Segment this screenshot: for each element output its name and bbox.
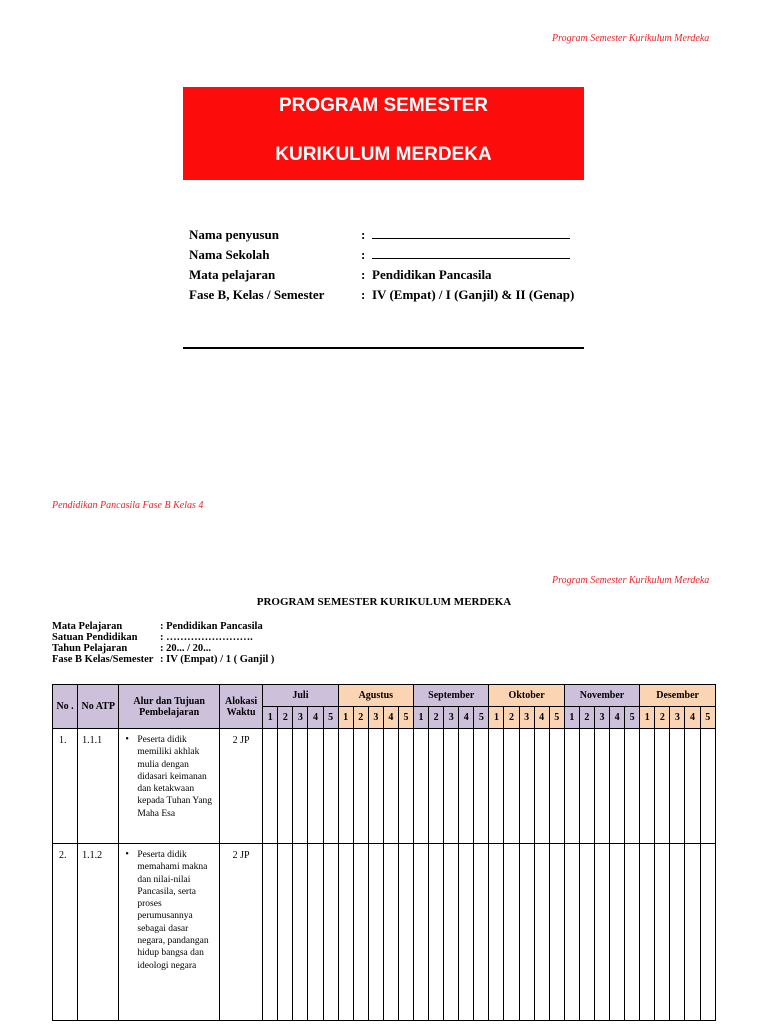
week-cell[interactable] <box>323 729 338 844</box>
row-alokasi: 2 JP <box>219 729 262 844</box>
month-header: Oktober <box>489 685 564 707</box>
week-header: 5 <box>398 707 413 729</box>
week-cell[interactable] <box>263 844 278 1021</box>
meta-label: Tahun Pelajaran <box>52 643 128 654</box>
week-cell[interactable] <box>564 729 579 844</box>
week-cell[interactable] <box>594 729 609 844</box>
field-label: Mata pelajaran <box>189 267 276 282</box>
week-cell[interactable] <box>655 729 670 844</box>
meta-value: : ……………………. <box>160 632 253 643</box>
month-header: Agustus <box>338 685 413 707</box>
week-header: 1 <box>640 707 655 729</box>
col-header-alur: Alur dan Tujuan Pembelajaran <box>119 685 220 729</box>
week-cell[interactable] <box>263 729 278 844</box>
table-row <box>53 844 716 1021</box>
week-header: 5 <box>474 707 489 729</box>
month-header: Juli <box>263 685 338 707</box>
field-label: Fase B, Kelas / Semester <box>189 287 325 302</box>
week-cell[interactable] <box>610 844 625 1021</box>
week-cell[interactable] <box>368 844 383 1021</box>
week-cell[interactable] <box>278 844 293 1021</box>
week-cell[interactable] <box>655 844 670 1021</box>
col-header-no: No . <box>53 685 78 729</box>
week-header: 4 <box>610 707 625 729</box>
month-header: Desember <box>640 685 716 707</box>
week-header: 1 <box>414 707 429 729</box>
table-row <box>53 729 716 844</box>
week-cell[interactable] <box>519 844 534 1021</box>
field-blank-line[interactable] <box>372 227 570 243</box>
program-semester-table <box>52 684 716 1021</box>
week-header: 3 <box>594 707 609 729</box>
week-cell[interactable] <box>640 844 655 1021</box>
divider-line <box>183 347 584 349</box>
header-right-page2: Program Semester Kurikulum Merdeka <box>552 575 710 586</box>
week-header: 4 <box>685 707 700 729</box>
row-tujuan <box>119 729 220 844</box>
field-value: Pendidikan Pancasila <box>372 267 492 282</box>
week-cell[interactable] <box>338 729 353 844</box>
week-header: 5 <box>625 707 640 729</box>
week-cell[interactable] <box>398 844 413 1021</box>
week-cell[interactable] <box>444 844 459 1021</box>
field-colon: : <box>361 287 366 302</box>
week-header: 4 <box>459 707 474 729</box>
field-colon: : <box>361 247 366 262</box>
week-cell[interactable] <box>534 844 549 1021</box>
week-header: 2 <box>655 707 670 729</box>
banner-line1: PROGRAM SEMESTER <box>278 95 489 116</box>
week-cell[interactable] <box>293 844 308 1021</box>
week-cell[interactable] <box>670 844 685 1021</box>
week-header: 1 <box>263 707 278 729</box>
field-label: Nama Sekolah <box>189 247 270 262</box>
week-cell[interactable] <box>383 844 398 1021</box>
week-cell[interactable] <box>625 844 640 1021</box>
week-cell[interactable] <box>444 729 459 844</box>
week-header: 2 <box>429 707 444 729</box>
week-cell[interactable] <box>685 729 700 844</box>
row-tujuan-text: • Peserta didik memahami makna dan nilai-nilai Pancasila, serta proses perumusannya sebagai dasar negara, pandangan hidup bangsa dan ideologi negara <box>125 849 216 972</box>
week-cell[interactable] <box>323 844 338 1021</box>
banner-line2: KURIKULUM MERDEKA <box>275 144 492 165</box>
week-cell[interactable] <box>685 844 700 1021</box>
week-cell[interactable] <box>504 844 519 1021</box>
week-cell[interactable] <box>398 729 413 844</box>
footer-left-page1: Pendidikan Pancasila Fase B Kelas 4 <box>52 500 204 511</box>
week-cell[interactable] <box>459 729 474 844</box>
meta-label: Fase B Kelas/Semester <box>52 654 154 665</box>
week-header: 3 <box>368 707 383 729</box>
week-header: 2 <box>504 707 519 729</box>
week-cell[interactable] <box>278 729 293 844</box>
week-cell[interactable] <box>383 729 398 844</box>
field-label: Nama penyusun <box>189 227 279 242</box>
week-cell[interactable] <box>564 844 579 1021</box>
field-colon: : <box>361 267 366 282</box>
header-right-page1: Program Semester Kurikulum Merdeka <box>552 33 710 44</box>
month-header: September <box>414 685 489 707</box>
col-header-no-atp: No ATP <box>78 685 119 729</box>
week-cell[interactable] <box>610 729 625 844</box>
week-cell[interactable] <box>700 729 715 844</box>
week-cell[interactable] <box>504 729 519 844</box>
col-header-alokasi: Alokasi Waktu <box>219 685 262 729</box>
week-cell[interactable] <box>489 844 504 1021</box>
week-cell[interactable] <box>414 844 429 1021</box>
week-header: 1 <box>338 707 353 729</box>
week-cell[interactable] <box>308 844 323 1021</box>
week-cell[interactable] <box>670 729 685 844</box>
week-cell[interactable] <box>579 844 594 1021</box>
week-header: 5 <box>323 707 338 729</box>
month-header: November <box>564 685 639 707</box>
week-cell[interactable] <box>594 844 609 1021</box>
week-cell[interactable] <box>625 729 640 844</box>
week-cell[interactable] <box>549 844 564 1021</box>
week-cell[interactable] <box>640 729 655 844</box>
meta-label: Mata Pelajaran <box>52 621 123 632</box>
row-tujuan-text: • Peserta didik memiliki akhlak mulia dengan didasari keimanan dan ketakwaan kepada Tuhan Yang Maha Esa <box>125 734 216 820</box>
week-header: 4 <box>383 707 398 729</box>
week-header: 3 <box>444 707 459 729</box>
week-header: 2 <box>278 707 293 729</box>
week-header: 4 <box>534 707 549 729</box>
meta-value: : Pendidikan Pancasila <box>160 621 263 632</box>
row-atp: 1.1.2 <box>78 844 119 1021</box>
week-cell[interactable] <box>429 844 444 1021</box>
week-cell[interactable] <box>474 844 489 1021</box>
week-header: 3 <box>519 707 534 729</box>
week-cell[interactable] <box>549 729 564 844</box>
row-atp: 1.1.1 <box>78 729 119 844</box>
week-cell[interactable] <box>293 729 308 844</box>
week-cell[interactable] <box>353 729 368 844</box>
week-cell[interactable] <box>474 729 489 844</box>
week-cell[interactable] <box>414 729 429 844</box>
week-cell[interactable] <box>534 729 549 844</box>
week-cell[interactable] <box>368 729 383 844</box>
meta-label: Satuan Pendidikan <box>52 632 138 643</box>
week-header: 3 <box>670 707 685 729</box>
week-header: 1 <box>489 707 504 729</box>
week-cell[interactable] <box>353 844 368 1021</box>
page2-title: PROGRAM SEMESTER KURIKULUM MERDEKA <box>256 596 512 608</box>
week-cell[interactable] <box>459 844 474 1021</box>
field-colon: : <box>361 227 366 242</box>
title-banner <box>183 87 584 180</box>
week-header: 1 <box>564 707 579 729</box>
week-header: 4 <box>308 707 323 729</box>
week-header: 3 <box>293 707 308 729</box>
week-cell[interactable] <box>338 844 353 1021</box>
week-header: 5 <box>700 707 715 729</box>
week-cell[interactable] <box>700 844 715 1021</box>
week-header: 2 <box>579 707 594 729</box>
week-cell[interactable] <box>519 729 534 844</box>
meta-value: : 20... / 20... <box>160 643 212 654</box>
week-header: 2 <box>353 707 368 729</box>
field-blank-line[interactable] <box>372 247 570 263</box>
row-tujuan <box>119 844 220 1021</box>
row-no: 1. <box>53 729 78 844</box>
week-cell[interactable] <box>489 729 504 844</box>
row-alokasi: 2 JP <box>219 844 262 1021</box>
meta-value: : IV (Empat) / 1 ( Ganjil ) <box>160 654 275 665</box>
week-cell[interactable] <box>308 729 323 844</box>
field-value: IV (Empat) / I (Ganjil) & II (Genap) <box>372 287 575 302</box>
row-no: 2. <box>53 844 78 1021</box>
week-cell[interactable] <box>579 729 594 844</box>
week-header: 5 <box>549 707 564 729</box>
week-cell[interactable] <box>429 729 444 844</box>
